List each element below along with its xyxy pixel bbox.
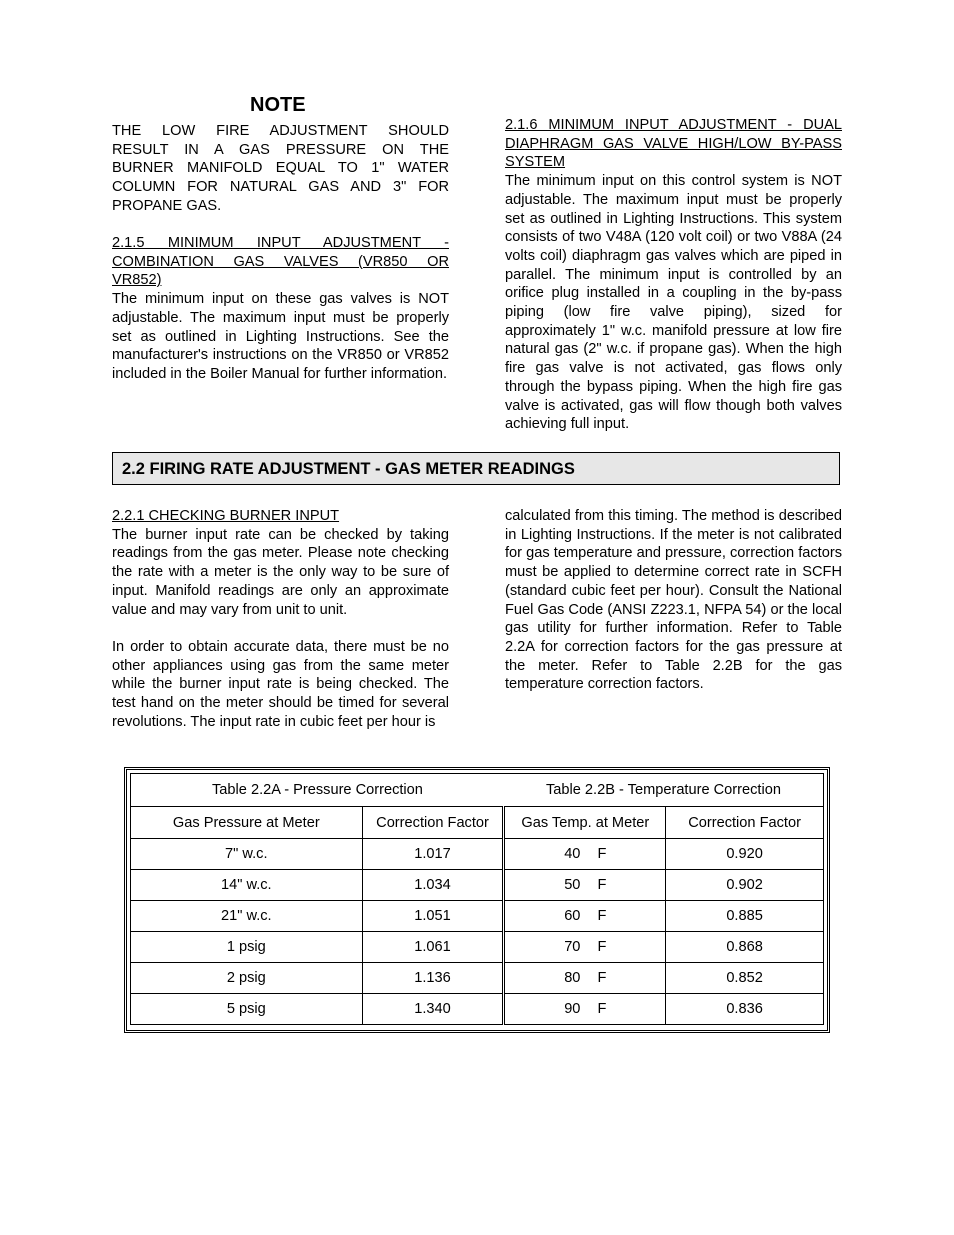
temp-unit: F bbox=[597, 846, 607, 862]
temp-cell bbox=[504, 963, 666, 994]
section-body: The burner input rate can be checked by taking readings from the gas meter. Please note checking the rate with a meter is the only way to be sure of input. Manifold readings are only an approximate value and may vary from unit to unit. bbox=[112, 526, 449, 618]
temp-value: 80 bbox=[564, 970, 581, 986]
note-line: BURNER MANIFOLD EQUAL TO 1" WATER bbox=[112, 160, 449, 177]
section-banner bbox=[112, 452, 840, 485]
section-heading: 2.1.5 MINIMUM INPUT ADJUSTMENT - bbox=[112, 235, 449, 251]
pressure-cell: 2 psig bbox=[131, 963, 363, 994]
factor-cell: 1.017 bbox=[362, 839, 504, 870]
note-body bbox=[112, 122, 449, 216]
temp-unit: F bbox=[597, 908, 607, 924]
temp-unit: F bbox=[597, 877, 607, 893]
temp-value: 70 bbox=[564, 939, 581, 955]
factor-cell: 1.051 bbox=[362, 901, 504, 932]
section-body: The minimum input on this control system is NOT adjustable. The maximum input must be properly set as outlined in Lighting Instructions. This system consists of two V48A (120 volt coil) or two V88A (24 volts coil) diaphragm gas valves which are piped in parallel. The minimum input is controlled by an orifice plug installed in a coupling in the by-pass piping (low fire valve piping), sized for approximately 1" w.c. manifold pressure at low fire natural gas (2" w.c. if propane gas). When the high fire gas valve is not activated, gas flows only through the bypass piping. When the high fire gas valve is activated, gas will flow though both valves achieving full input. bbox=[505, 173, 842, 433]
temp-cell bbox=[504, 901, 666, 932]
correction-table bbox=[130, 773, 824, 1025]
note-line: COLUMN FOR NATURAL GAS AND 3" FOR bbox=[112, 179, 449, 196]
pressure-cell: 14" w.c. bbox=[131, 870, 363, 901]
section-banner-title: 2.2 FIRING RATE ADJUSTMENT - GAS METER READINGS bbox=[122, 460, 575, 478]
factor-cell: 0.836 bbox=[666, 994, 824, 1025]
correction-tables bbox=[124, 767, 830, 1033]
temp-cell bbox=[504, 839, 666, 870]
section-heading: DIAPHRAGM GAS VALVE HIGH/LOW BY-PASS bbox=[505, 135, 842, 152]
section-heading: SYSTEM bbox=[505, 154, 566, 171]
factor-cell: 0.852 bbox=[666, 963, 824, 994]
note-title: NOTE bbox=[250, 94, 306, 116]
pressure-cell: 7" w.c. bbox=[131, 839, 363, 870]
factor-cell: 0.885 bbox=[666, 901, 824, 932]
section-heading: COMBINATION GAS VALVES (VR850 OR bbox=[112, 253, 449, 270]
factor-cell: 0.868 bbox=[666, 932, 824, 963]
factor-cell: 1.061 bbox=[362, 932, 504, 963]
section-2-2-1 bbox=[112, 507, 449, 731]
temp-unit: F bbox=[597, 1001, 607, 1017]
note-line: RESULT IN A GAS PRESSURE ON THE bbox=[112, 141, 449, 158]
section-2-2-1-continued bbox=[505, 507, 842, 694]
section-heading: 2.1.6 MINIMUM INPUT ADJUSTMENT - DUAL bbox=[505, 117, 842, 133]
column-header: Correction Factor bbox=[666, 807, 824, 839]
temp-unit: F bbox=[597, 970, 607, 986]
temp-cell bbox=[504, 870, 666, 901]
pressure-cell: 1 psig bbox=[131, 932, 363, 963]
temp-cell bbox=[504, 994, 666, 1025]
table-caption-temperature: Table 2.2B - Temperature Correction bbox=[504, 774, 824, 807]
table-caption-pressure: Table 2.2A - Pressure Correction bbox=[131, 774, 504, 807]
column-header: Gas Pressure at Meter bbox=[131, 807, 363, 839]
section-2-1-5 bbox=[112, 234, 449, 384]
factor-cell: 1.034 bbox=[362, 870, 504, 901]
factor-cell: 1.136 bbox=[362, 963, 504, 994]
note-line: PROPANE GAS. bbox=[112, 197, 222, 214]
table-row bbox=[131, 994, 824, 1025]
table-row bbox=[131, 839, 824, 870]
factor-cell: 0.920 bbox=[666, 839, 824, 870]
column-header: Correction Factor bbox=[362, 807, 504, 839]
temp-value: 60 bbox=[564, 908, 581, 924]
temp-value: 50 bbox=[564, 877, 581, 893]
section-heading: VR852) bbox=[112, 272, 162, 289]
temp-cell bbox=[504, 932, 666, 963]
pressure-cell: 5 psig bbox=[131, 994, 363, 1025]
column-header: Gas Temp. at Meter bbox=[504, 807, 666, 839]
factor-cell: 1.340 bbox=[362, 994, 504, 1025]
section-body: In order to obtain accurate data, there must be no other appliances using gas from the same meter while the burner input rate is being checked. The test hand on the meter should be timed for several revolutions. The input rate in cubic feet per hour is bbox=[112, 638, 449, 730]
temp-unit: F bbox=[597, 939, 607, 955]
section-body: calculated from this timing. The method is described in Lighting Instructions. If the meter is not calibrated for gas temperature and pressure, correction factors must be applied to determine correct rate in SCFH (standard cubic feet per hour). Consult the National Fuel Gas Code (ANSI Z223.1, NFPA 54) or the local gas utility for further information. Refer to Table 2.2A for correction factors for the gas pressure at the meter. Refer to Table 2.2B for the gas temperature correction factors. bbox=[505, 508, 842, 693]
factor-cell: 0.902 bbox=[666, 870, 824, 901]
section-heading: 2.2.1 CHECKING BURNER INPUT bbox=[112, 508, 340, 524]
table-row bbox=[131, 901, 824, 932]
note-line: THE LOW FIRE ADJUSTMENT SHOULD bbox=[112, 123, 449, 139]
pressure-cell: 21" w.c. bbox=[131, 901, 363, 932]
temp-value: 40 bbox=[564, 846, 581, 862]
temp-value: 90 bbox=[564, 1001, 581, 1017]
table-row bbox=[131, 963, 824, 994]
table-row bbox=[131, 870, 824, 901]
section-2-1-6 bbox=[505, 116, 842, 434]
section-body: The minimum input on these gas valves is NOT adjustable. The maximum input must be properly set as outlined in Lighting Instructions. See the manufacturer's instructions on the VR850 or VR852 included in the Boiler Manual for further information. bbox=[112, 291, 449, 382]
table-row bbox=[131, 932, 824, 963]
